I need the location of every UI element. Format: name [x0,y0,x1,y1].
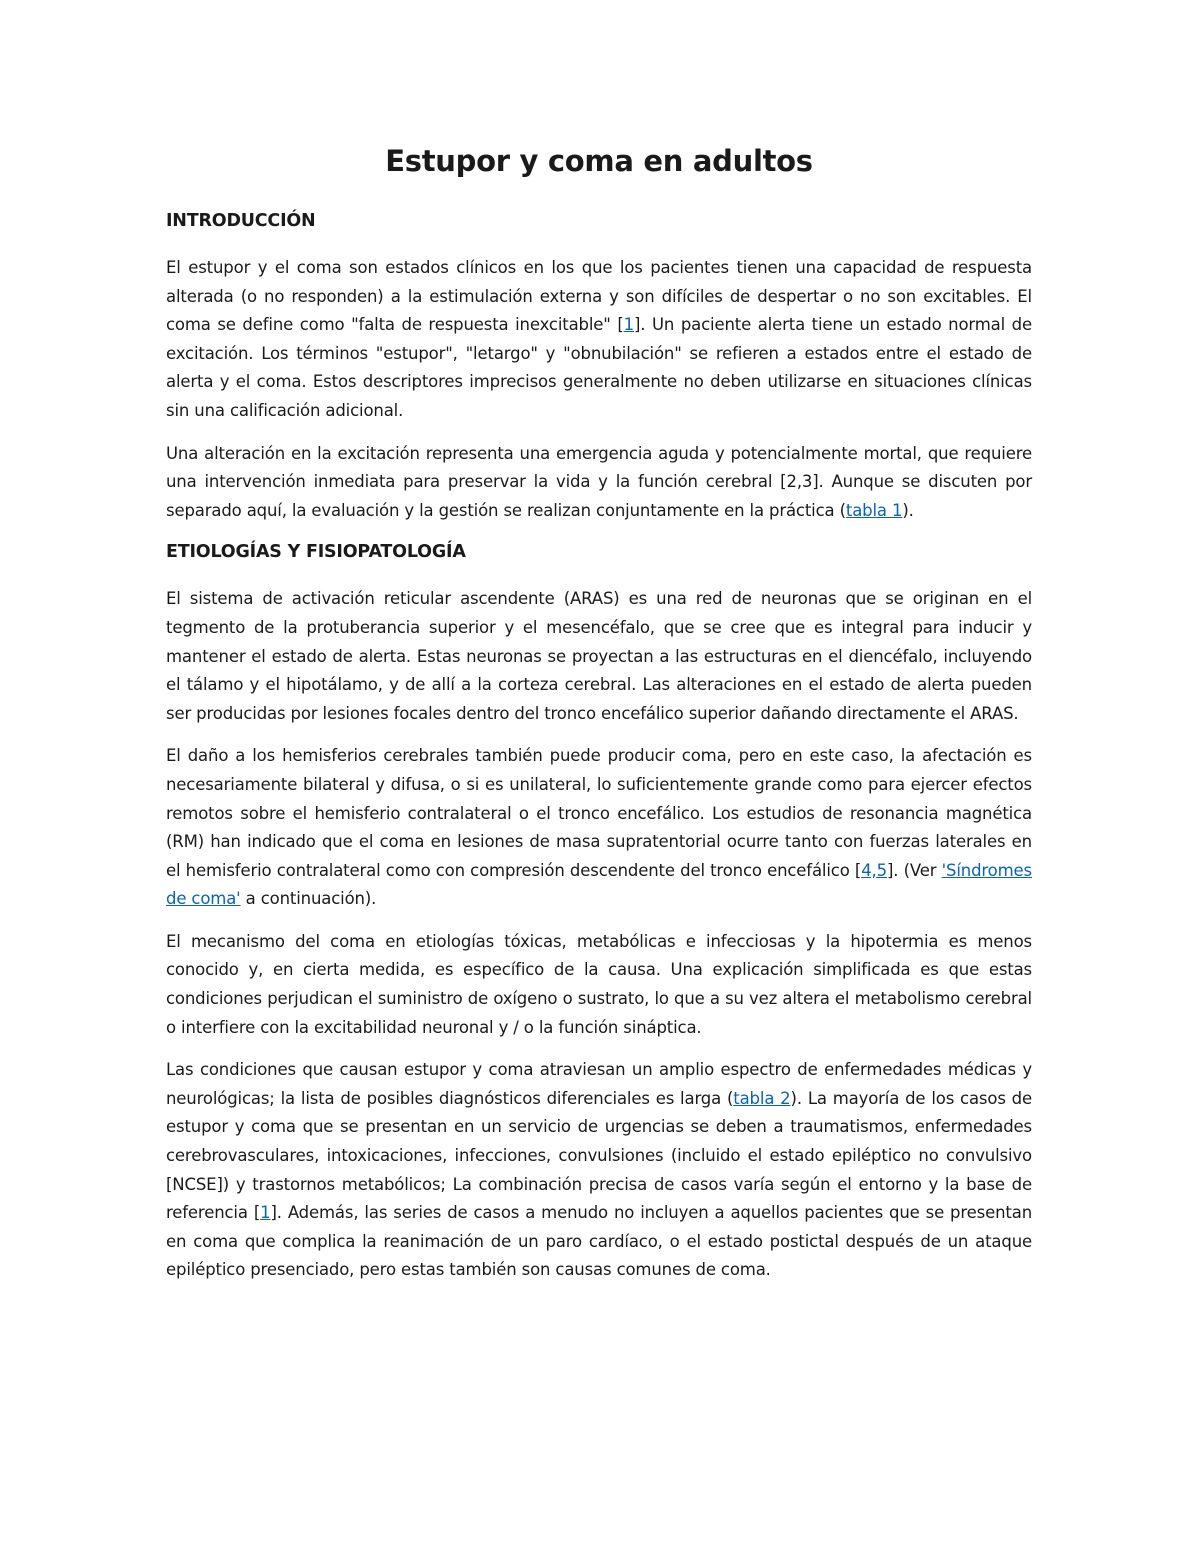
paragraph-text: El mecanismo del coma en etiologías tóxicas, metabólicas e infecciosas y la hipotermia es menos conocido y, en cierta medida, es específico de la causa. Una explicación simplificada es que estas condiciones perjudican el suministro de oxígeno o sustrato, lo que a su vez altera el metabolismo cerebral o interfiere con la excitabilidad neuronal y / o la función sináptica. [166,931,1032,1037]
paragraph-text: ]. Un paciente alerta tiene un estado normal de excitación. Los términos "estupor", "letargo" y "obnubilación" se refieren a estados entre el estado de alerta y el coma. Estos descriptores imprecisos generalmente no deben utilizarse en situaciones clínicas sin una calificación adicional. [166,315,1033,420]
body-paragraph [166,1056,1032,1285]
body-paragraph [166,585,1032,728]
reference-link[interactable]: 4,5 [861,860,887,880]
body-paragraph [166,254,1032,426]
paragraph-text: ]. (Ver [886,860,942,880]
paragraph-text: ). La mayoría de los casos de estupor y coma que se presentan en un servicio de urgencias se deben a traumatismos, enfermedades cerebrovasculares, intoxicaciones, infecciones, convulsiones (incluido el estado epiléptico no convulsivo [NCSE]) y trastornos metabólicos; La combinación precisa de casos varía según el entorno y la base de referencia [ [166,1088,1033,1223]
body-paragraph [166,742,1032,914]
paragraph-text: a continuación). [240,889,377,909]
paragraph-text: ). [902,500,914,520]
reference-link[interactable]: 1 [260,1203,271,1223]
section-heading: INTRODUCCIÓN [166,211,316,231]
body-paragraph [166,440,1032,526]
document-title: Estupor y coma en adultos [385,144,813,178]
paragraph-text: Las condiciones que causan estupor y coma atraviesan un amplio espectro de enfermedades médicas y neurológicas; la lista de posibles diagnósticos diferenciales es larga ( [166,1060,1032,1108]
paragraph-text: Una alteración en la excitación representa una emergencia aguda y potencialmente mortal, que requiere una intervención inmediata para preservar la vida y la función cerebral [2,3]. Aunque se discuten por separado aquí, la evaluación y la gestión se realizan conjuntamente en la práctica ( [166,443,1032,520]
document-page [166,140,1032,1299]
paragraph-text: El sistema de activación reticular ascendente (ARAS) es una red de neuronas que se originan en el tegmento de la protuberancia superior y el mesencéfalo, que se cree que es integral para inducir y mantener el estado de alerta. Estas neuronas se proyectan a las estructuras en el diencéfalo, incluyendo el tálamo y el hipotálamo, y de allí a la corteza cerebral. Las alteraciones en el estado de alerta pueden ser producidas por lesiones focales dentro del tronco encefálico superior dañando directamente el ARAS. [166,589,1032,723]
document-body [166,208,1032,1285]
paragraph-text: El daño a los hemisferios cerebrales también puede producir coma, pero en este caso, la afectación es necesariamente bilateral y difusa, o si es unilateral, lo suficientemente grande como para ejercer efectos remotos sobre el hemisferio contralateral o el tronco encefálico. Los estudios de resonancia magnética (RM) han indicado que el coma en lesiones de masa supratentorial ocurre tanto con fuerzas laterales en el hemisferio contralateral como con compresión descendente del tronco encefálico [ [166,746,1032,880]
reference-link[interactable]: tabla 1 [845,500,903,520]
body-paragraph [166,928,1032,1042]
paragraph-text: El estupor y el coma son estados clínicos en los que los pacientes tienen una capacidad de respuesta alterada (o no responden) a la estimulación externa y son difíciles de despertar o no son excitables. El coma se define como "falta de respuesta inexcitable" [ [166,258,1032,335]
reference-link[interactable]: tabla 2 [733,1088,791,1108]
reference-link[interactable]: 'Síndromes de coma' [166,860,1032,909]
reference-link[interactable]: 1 [623,315,634,335]
paragraph-text: ]. Además, las series de casos a menudo no incluyen a aquellos pacientes que se presentan en coma que complica la reanimación de un paro cardíaco, o el estado postictal después de un ataque epiléptico presenciado, pero estas también son causas comunes de coma. [166,1203,1032,1280]
section-heading: ETIOLOGÍAS Y FISIOPATOLOGÍA [166,542,466,563]
